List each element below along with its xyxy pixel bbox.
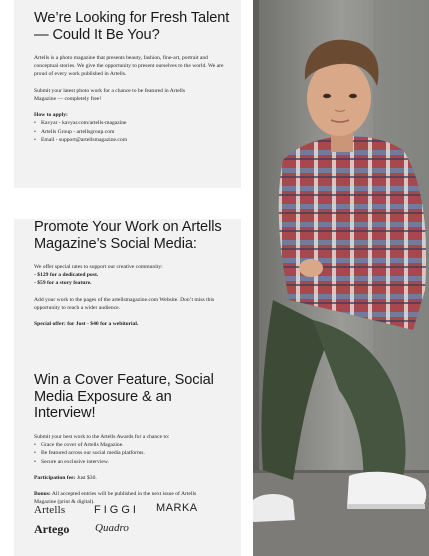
- add-work-text: Add your work to the pages of the artellsmagazine.com Website. Don’t miss this opportunity to reach a wider audience.: [34, 296, 215, 311]
- section-promote: [14, 219, 241, 359]
- marka-logo: MARKA: [156, 502, 198, 514]
- list-item: • Grace the cover of Artells Magazine.: [34, 441, 233, 449]
- figgi-logo: FIGGI: [94, 504, 139, 516]
- section-heading: We’re Looking for Fresh Talent — Could It Be You?: [34, 10, 230, 43]
- list-item[interactable]: • Artells Group - artellsgroup.com: [34, 128, 233, 136]
- partner-logos: [34, 500, 234, 536]
- section-cover-feature: [14, 359, 241, 556]
- rate-dedicated-post: - $129 for a dedicated post.: [34, 272, 99, 279]
- how-to-apply-title: How to apply:: [34, 112, 68, 119]
- section-fresh-talent: [14, 0, 241, 188]
- rate-story-feature: - $59 for a story feature.: [34, 280, 92, 287]
- fee-value: Just $30.: [76, 474, 97, 481]
- artells-logo: Artells: [34, 504, 66, 516]
- list-item: • Secure an exclusive interview.: [34, 458, 233, 466]
- list-item[interactable]: • Email - support@artellsmagazine.com: [34, 136, 233, 144]
- quadro-logo: Quadro: [95, 522, 129, 534]
- intro-text: We offer special rates to support our creative community:: [34, 264, 163, 270]
- submit-text: Submit your latest photo work for a chance to be featured in Artells Magazine — completely free!: [34, 87, 185, 102]
- intro-text: Artells is a photo magazine that presents beauty, fashion, fine-art, portrait and conceptual stories. We give the opportunity to present ourselves to the world. We are proud of every work published in Artells.: [34, 55, 224, 78]
- section-heading: Promote Your Work on Artells Magazine’s Social Media:: [34, 219, 222, 252]
- bonus-label: Bonus:: [34, 491, 51, 498]
- awards-benefits-list: [34, 441, 233, 466]
- list-item: • Be featured across our social media platforms.: [34, 449, 233, 457]
- list-item[interactable]: • Kavyar - kavyar.com/artells-magazine: [34, 119, 233, 127]
- artego-logo: Artego: [34, 522, 70, 536]
- section-heading: Win a Cover Feature, Social Media Exposure & an Interview!: [34, 372, 214, 421]
- boy-model-illustration: [253, 0, 429, 556]
- special-offer-text: Special offer: for Just - $40 for a webitorial.: [34, 321, 139, 328]
- intro-text: Submit your best work to the Artells Awards for a chance to:: [34, 433, 170, 440]
- fee-label: Participation fee:: [34, 474, 76, 481]
- model-photo: [253, 0, 429, 556]
- how-to-apply-list: [34, 119, 233, 144]
- bonus-body: All accepted entries will be published in the next issue of Artells Magazine (print & digital).: [34, 491, 197, 506]
- participation-fee: [34, 474, 233, 482]
